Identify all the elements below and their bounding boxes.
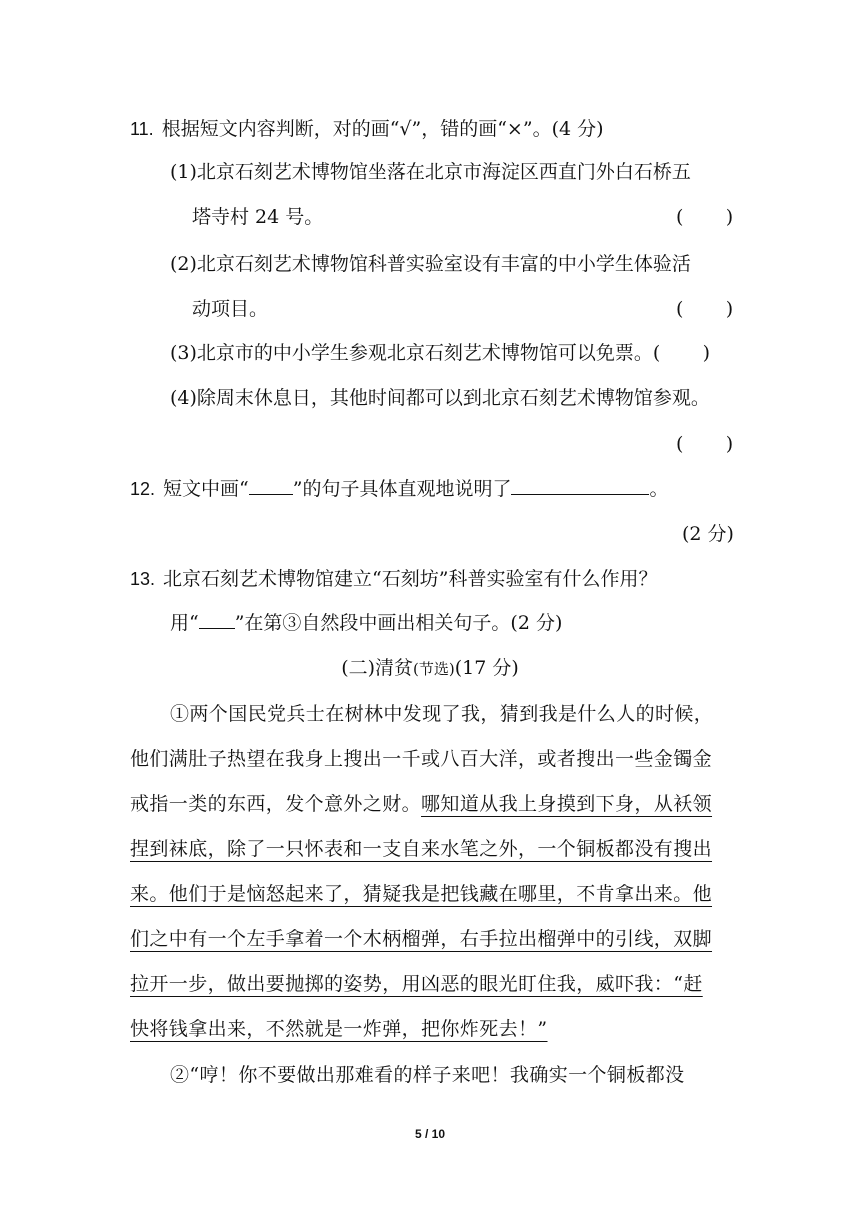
- answer-paren[interactable]: ( ): [676, 433, 734, 455]
- passage-line: [130, 791, 730, 817]
- question-12: [130, 476, 668, 502]
- underlined-sentence: 拉开一步，做出要抛掷的姿势，用凶恶的眼光盯住我，威吓我：“赶: [130, 973, 703, 995]
- passage-line: ①两个国民党兵士在树林中发现了我，猜到我是什么人的时候，: [170, 703, 714, 725]
- q12-stem-b: ”的句子具体直观地说明了: [292, 478, 512, 500]
- question-11: [130, 116, 604, 142]
- question-13: [130, 566, 657, 592]
- underlined-sentence: 哪知道从我上身摸到下身，从袄领: [421, 793, 713, 815]
- q11-item-3: [170, 340, 710, 366]
- answer-paren[interactable]: ( ): [676, 206, 734, 228]
- answer-paren[interactable]: ( ): [652, 342, 711, 364]
- underlined-sentence: 来。他们于是恼怒起来了，猜疑我是把钱藏在哪里，不肯拿出来。他: [130, 883, 713, 905]
- passage-line: ②“哼！你不要做出那难看的样子来吧！我确实一个铜板都没: [170, 1064, 685, 1086]
- q11-item-2-line1: (2)北京石刻艺术博物馆科普实验室设有丰富的中小学生体验活: [170, 253, 691, 275]
- passage-line: 他们满肚子热望在我身上搜出一千或八百大洋，或者搜出一些金镯金: [130, 748, 713, 770]
- underline-sample: [199, 610, 235, 629]
- q12-stem-a: 短文中画“: [163, 478, 249, 500]
- q11-item-2-line2: 动项目。: [192, 298, 269, 320]
- section-title-main: (二)清贫: [341, 657, 414, 679]
- page-number: 5 / 10: [414, 1127, 446, 1141]
- q12-score: (2 分): [682, 523, 734, 545]
- q13-line2-b: ”在第③自然段中画出相关句子。(2 分): [234, 612, 563, 634]
- q12-stem-c: 。: [649, 478, 669, 500]
- q11-item-1-line2: 塔寺村 24 号。: [192, 206, 324, 228]
- question-number: 11.: [130, 119, 154, 139]
- q13-line2-a: 用“: [170, 612, 199, 634]
- answer-blank[interactable]: [511, 476, 649, 495]
- answer-paren[interactable]: ( ): [676, 298, 734, 320]
- q13-line2: [170, 610, 562, 636]
- passage-text: 戒指一类的东西，发个意外之财。: [130, 793, 422, 815]
- question-stem: 根据短文内容判断，对的画“√”，错的画“×”。(4 分): [161, 118, 604, 140]
- q11-item-1-line1: (1)北京石刻艺术博物馆坐落在北京市海淀区西直门外白石桥五: [170, 161, 691, 183]
- question-number: 12.: [130, 479, 156, 499]
- question-number: 13.: [130, 569, 156, 589]
- section-title-score: (17 分): [454, 657, 519, 679]
- q11-item-4: (4)除周末休息日，其他时间都可以到北京石刻艺术博物馆参观。: [170, 387, 710, 409]
- underlined-sentence: 捏到袜底，除了一只怀表和一支自来水笔之外，一个铜板都没有搜出: [130, 838, 713, 860]
- underlined-sentence: 们之中有一个左手拿着一个木柄榴弹，右手拉出榴弹中的引线，双脚: [130, 928, 713, 950]
- q11-item-3-text: (3)北京市的中小学生参观北京石刻艺术博物馆可以免票。: [170, 342, 653, 364]
- section-title-note: (节选): [413, 660, 455, 678]
- underlined-sentence: 快将钱拿出来，不然就是一炸弹，把你炸死去！”: [130, 1018, 548, 1040]
- underline-sample: [249, 476, 293, 495]
- q13-stem: 北京石刻艺术博物馆建立“石刻坊”科普实验室有什么作用？: [163, 568, 658, 590]
- section-title: [0, 655, 860, 682]
